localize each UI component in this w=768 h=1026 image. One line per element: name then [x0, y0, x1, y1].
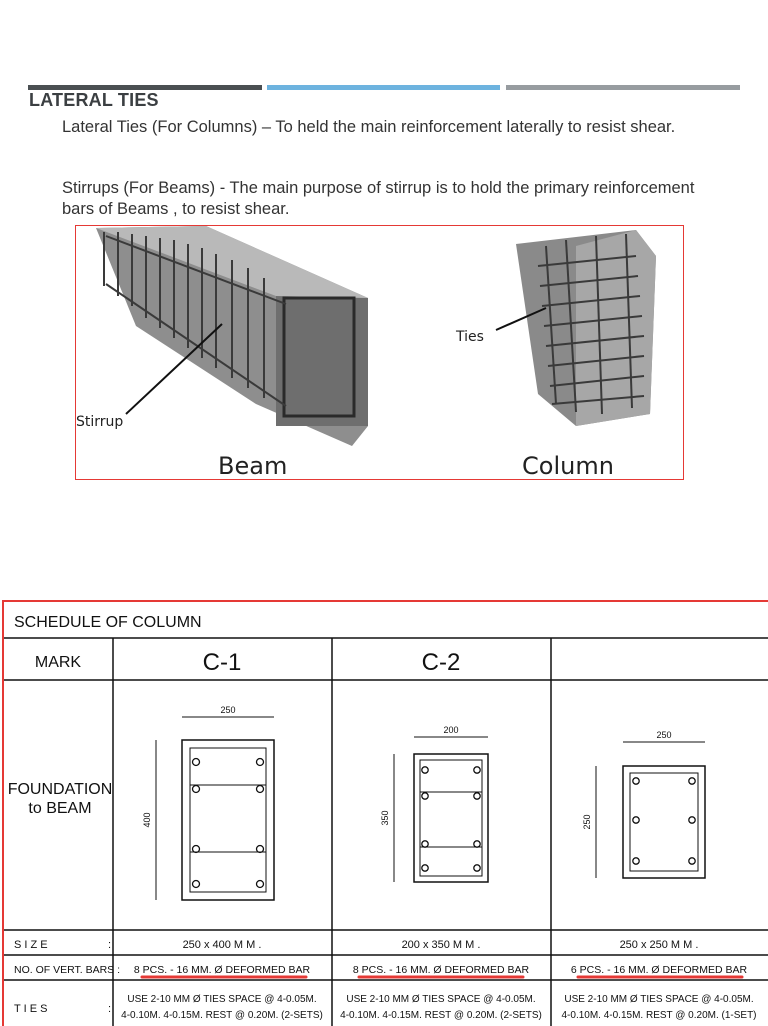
section-c1 [156, 717, 274, 900]
c2-width-dim: 200 [443, 725, 459, 735]
section-c3 [596, 742, 705, 878]
beam-label: Beam [218, 452, 288, 479]
foundation-label: FOUNDATION [7, 781, 113, 798]
ties-c3-line2: 4-0.10M. 4-0.15M. REST @ 0.20M. (1-SET) [561, 1010, 757, 1021]
c1-height-dim: 400 [142, 812, 152, 828]
ties-c1-line2: 4-0.10M. 4-0.15M. REST @ 0.20M. (2-SETS) [121, 1010, 323, 1021]
vert-bars-c2: 8 PCS. - 16 MM. Ø DEFORMED BAR [352, 964, 530, 976]
vert-bars-c3: 6 PCS. - 16 MM. Ø DEFORMED BAR [570, 964, 748, 976]
section-c2-bars [422, 767, 480, 871]
stirrup-label: Stirrup [76, 414, 124, 430]
column-schedule-table [2, 600, 768, 1026]
c2-height-dim: 350 [380, 810, 390, 826]
ties-row-label: T I E S [14, 1003, 48, 1015]
header-bar-blue [267, 85, 500, 90]
size-colon: : [108, 939, 112, 951]
ties-c2-line1: USE 2-10 MM Ø TIES SPACE @ 4-0.05M. [346, 994, 536, 1005]
section-c1-bars [193, 759, 264, 888]
beam-column-figure [75, 225, 684, 480]
c3-height-dim: 250 [582, 814, 592, 830]
size-c1: 250 x 400 M M . [182, 939, 262, 951]
schedule-drawing [4, 602, 768, 1026]
header-bar-gray [506, 85, 740, 90]
ties-c3-line1: USE 2-10 MM Ø TIES SPACE @ 4-0.05M. [564, 994, 754, 1005]
paragraph-lateral-ties: Lateral Ties (For Columns) – To held the main reinforcement laterally to resist shear. [62, 118, 676, 136]
mark-label: MARK [34, 654, 82, 671]
vert-bars-label: NO. OF VERT. BARS : [14, 964, 120, 976]
ties-colon: : [108, 1003, 112, 1015]
column-mark-c1: C-1 [202, 649, 242, 676]
slide-title: LATERAL TIES [29, 90, 159, 110]
ties-c1-line1: USE 2-10 MM Ø TIES SPACE @ 4-0.05M. [127, 994, 317, 1005]
section-c3-bars [633, 778, 695, 864]
reinforcement-illustration [76, 226, 683, 479]
column-label: Column [522, 452, 614, 479]
schedule-title: SCHEDULE OF COLUMN [14, 614, 202, 631]
paragraph-stirrups: Stirrups (For Beams) - The main purpose of stirrup is to hold the primary reinforcement bars of Beams , to resist shear. [62, 179, 695, 218]
section-c2 [394, 737, 488, 882]
ties-c2-line2: 4-0.10M. 4-0.15M. REST @ 0.20M. (2-SETS) [340, 1010, 542, 1021]
vert-bars-c1: 8 PCS. - 16 MM. Ø DEFORMED BAR [133, 964, 311, 976]
c3-width-dim: 250 [656, 730, 672, 740]
to-beam-label: to BEAM [28, 800, 92, 817]
column-mark-c2: C-2 [421, 649, 461, 676]
size-c3: 250 x 250 M M . [619, 939, 699, 951]
size-label: S I Z E [14, 939, 48, 951]
ties-label: Ties [456, 329, 484, 345]
size-c2: 200 x 350 M M . [401, 939, 481, 951]
c1-width-dim: 250 [220, 705, 236, 715]
